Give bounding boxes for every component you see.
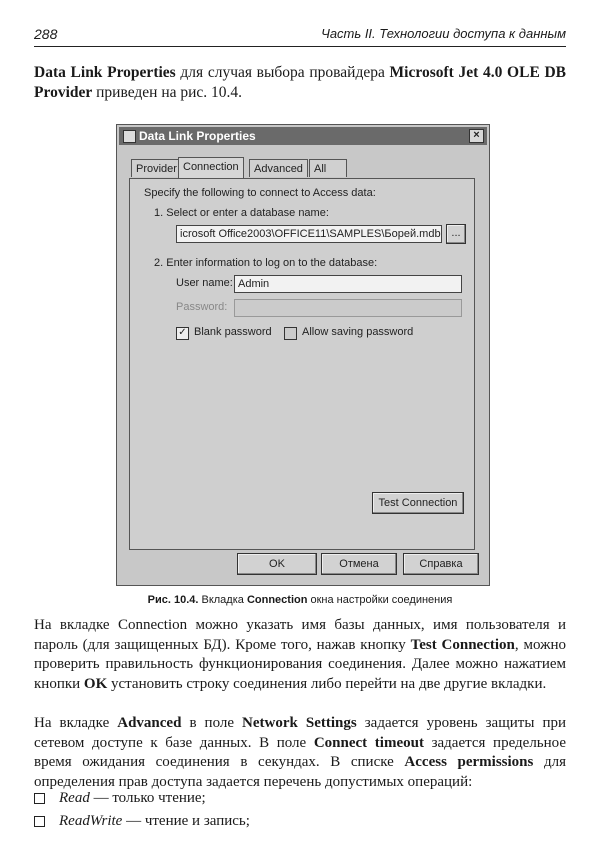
- p2-text-1: На вкладке: [34, 715, 118, 731]
- p2-text-5: для определения прав доступа задается перечень допустимых операций:: [34, 754, 566, 790]
- instructions-label: Specify the following to connect to Access data:: [144, 187, 376, 199]
- intro-paragraph: [34, 63, 566, 102]
- ok-button[interactable]: OK: [237, 553, 317, 575]
- intro-bold-1: Data Link Properties: [34, 64, 176, 81]
- p2-text-2: в поле: [181, 715, 243, 731]
- p1-bold-1: Test Connection: [410, 636, 515, 653]
- browse-button[interactable]: ...: [446, 224, 466, 244]
- blank-password-checkbox[interactable]: ✓: [176, 327, 189, 340]
- caption-bold: Connection: [246, 594, 308, 606]
- close-icon[interactable]: ×: [469, 129, 484, 143]
- tab-advanced[interactable]: Advanced: [249, 159, 308, 177]
- tab-connection[interactable]: Connection: [178, 157, 244, 178]
- caption-text-2: окна настройки соединения: [307, 594, 453, 606]
- connection-panel: [129, 178, 475, 550]
- dialog-titlebar: [119, 127, 487, 145]
- running-header: [34, 26, 566, 47]
- caption-text-1: Вкладка: [198, 594, 247, 606]
- dialog-title: Data Link Properties: [139, 129, 256, 143]
- running-title: Часть II. Технологии доступа к данным: [321, 26, 566, 41]
- help-button[interactable]: Справка: [403, 553, 479, 575]
- p2-bold-2: Network Settings: [242, 715, 357, 731]
- p1-bold-2: OK: [83, 675, 108, 692]
- cancel-button[interactable]: Отмена: [321, 553, 397, 575]
- blank-password-label: Blank password: [194, 326, 272, 338]
- p2-text-4: задается предельное время ожидания соединения в секундах. В списке: [34, 734, 567, 770]
- page-number: 288: [34, 26, 58, 42]
- database-path-input[interactable]: icrosoft Office2003\OFFICE11\SAMPLES\Борей.mdb: [176, 225, 442, 243]
- password-label: Password:: [176, 301, 228, 313]
- step2-label: 2. Enter information to log on to the database:: [154, 257, 378, 269]
- p1-text-3: установить строку соединения либо перейти на две другие вкладки.: [107, 675, 547, 692]
- dialog-window: [116, 124, 490, 586]
- p1-text-2: , можно проверить правильность функционирования соединения. Далее можно нажатием кнопки: [34, 636, 566, 692]
- p2-bold-4: Access permissions: [404, 754, 534, 770]
- body-paragraph-2: [34, 714, 566, 792]
- p2-bold-3: Connect timeout: [313, 734, 424, 751]
- caption-prefix: Рис. 10.4.: [147, 594, 199, 606]
- intro-text-1: для случая выбора провайдера: [175, 64, 390, 81]
- bullet-term: Read: [59, 790, 90, 806]
- figure-caption: [0, 594, 600, 606]
- test-connection-button[interactable]: Test Connection: [372, 492, 464, 514]
- window-app-icon: [123, 130, 136, 143]
- tab-all[interactable]: All: [309, 159, 347, 177]
- bullet-text: — чтение и запись;: [122, 813, 250, 829]
- allow-saving-label: Allow saving password: [302, 326, 414, 338]
- tab-provider[interactable]: Provider: [131, 159, 182, 177]
- p2-text-3: задается уровень защиты при сетевом доступе к базе данных. В поле: [34, 715, 566, 751]
- bullet-text: — только чтение;: [89, 790, 206, 806]
- list-item: [34, 790, 206, 807]
- user-name-label: User name:: [176, 277, 233, 289]
- bullet-box-icon: [34, 816, 45, 827]
- allow-saving-checkbox[interactable]: [284, 327, 297, 340]
- bullet-term: ReadWrite: [59, 813, 123, 829]
- list-item: [34, 813, 250, 830]
- password-input[interactable]: [234, 299, 462, 317]
- p2-bold-1: Advanced: [117, 715, 182, 731]
- intro-text-2: приведен на рис. 10.4.: [92, 83, 243, 101]
- step1-label: 1. Select or enter a database name:: [154, 207, 329, 219]
- body-paragraph-1: [34, 616, 566, 694]
- p1-text-1: На вкладке Connection можно указать имя базы данных, имя пользователя и пароль (для защищенных БД). Кроме того, нажав кнопку: [34, 617, 566, 653]
- user-name-input[interactable]: Admin: [234, 275, 462, 293]
- bullet-box-icon: [34, 793, 45, 804]
- intro-bold-2: Microsoft Jet 4.0 OLE DB Provider: [34, 64, 566, 101]
